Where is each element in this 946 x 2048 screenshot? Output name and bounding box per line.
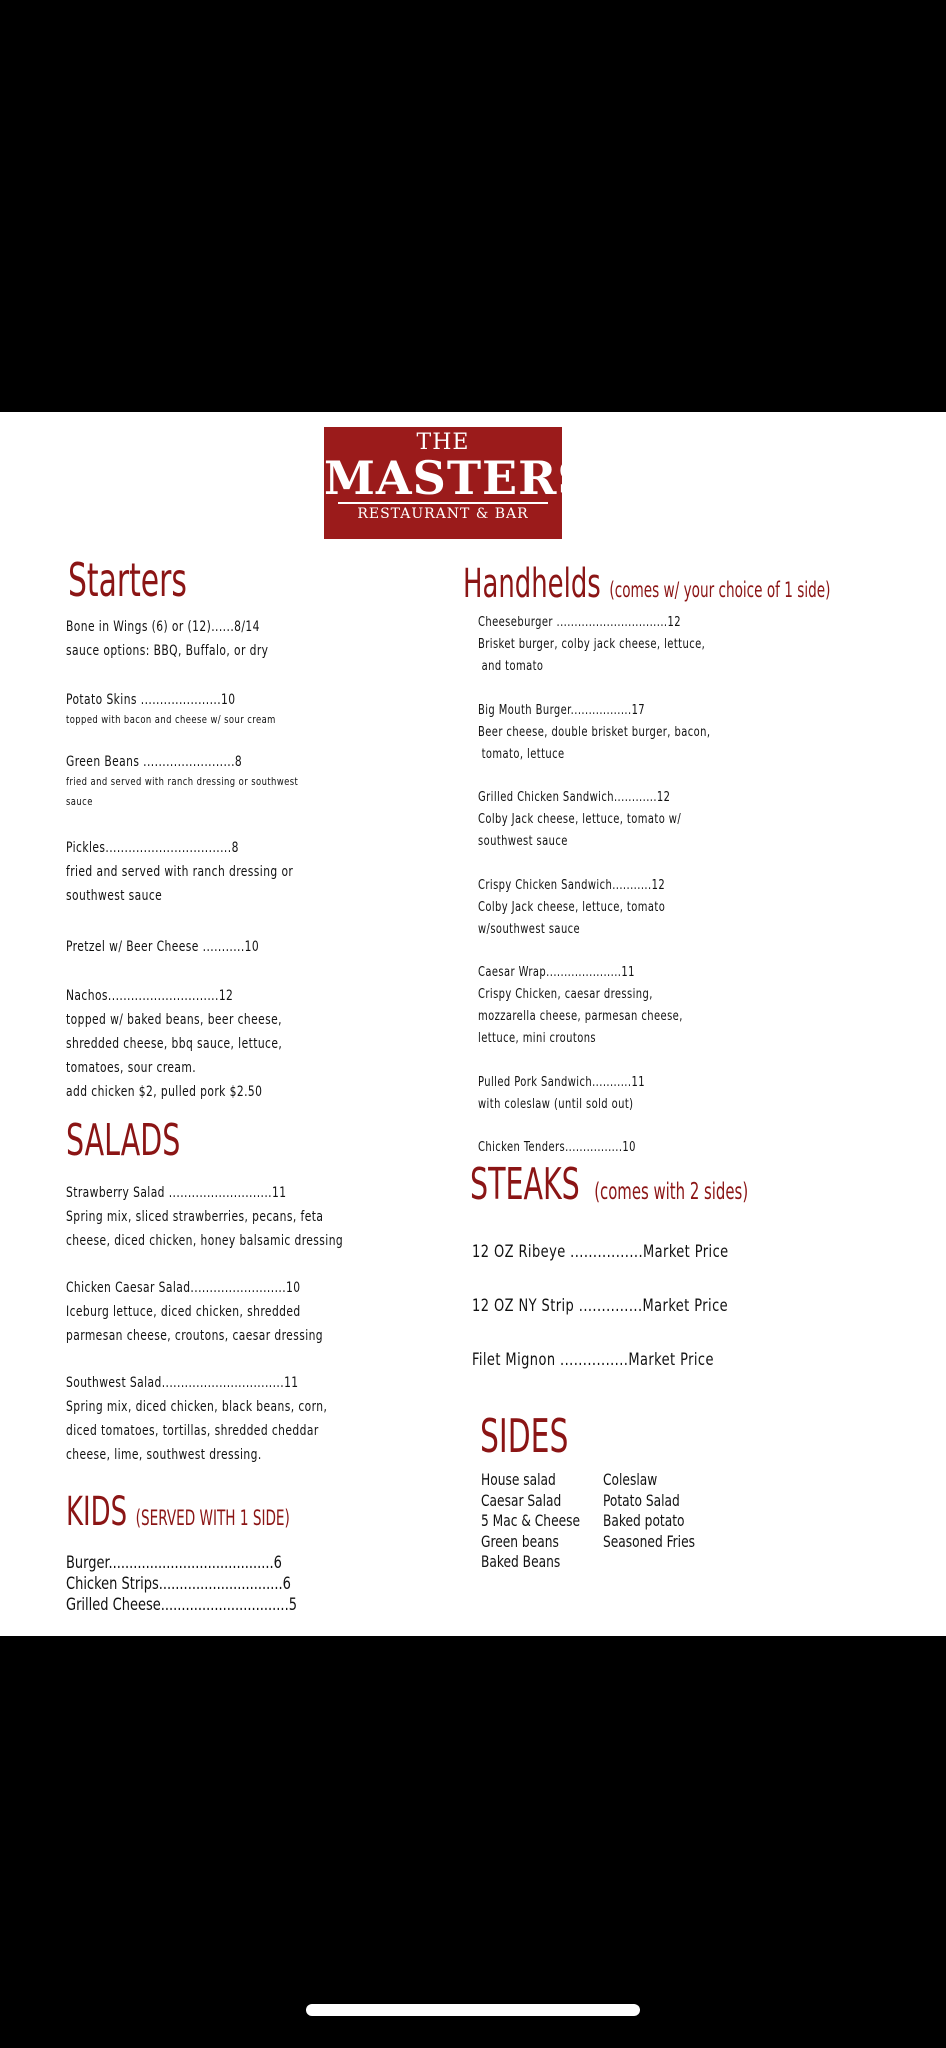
handheld-line: Chicken Tenders................10 (478, 1140, 636, 1155)
starter-desc-green-beans (66, 772, 298, 812)
menu-page (0, 412, 946, 1636)
starter-line: shredded cheese, bbq sauce, lettuce, (66, 1036, 283, 1052)
starter-name: Green Beans ........................8 (66, 754, 243, 770)
handheld-line: southwest sauce (478, 834, 568, 849)
salad-item-southwest (66, 1371, 327, 1467)
steaks-title: STEAKS (470, 1159, 580, 1210)
kids-title: KIDS (66, 1489, 128, 1535)
kids-item: Chicken Strips..............................6 (66, 1574, 291, 1594)
starter-name: Pretzel w/ Beer Cheese ...........10 (66, 939, 260, 955)
handheld-line: Crispy Chicken Sandwich...........12 (478, 878, 666, 893)
handheld-item-grilled-chicken (478, 787, 681, 853)
steaks-heading (470, 1159, 749, 1215)
steak-line: 12 OZ Ribeye ................Market Price (472, 1242, 729, 1262)
steaks-subtitle: (comes with 2 sides) (594, 1179, 749, 1205)
starter-desc: topped with bacon and cheese w/ sour cream (66, 713, 276, 726)
salad-line: Strawberry Salad ...........................11 (66, 1185, 287, 1201)
kids-item: Burger........................................6 (66, 1553, 282, 1573)
handheld-line: mozzarella cheese, parmesan cheese, (478, 1009, 683, 1024)
handheld-line: Brisket burger, colby jack cheese, lettuce, (478, 637, 706, 652)
starter-desc-potato-skins (66, 710, 276, 730)
handheld-item-pulled-pork (478, 1072, 645, 1116)
side-item: 5 Mac & Cheese (481, 1511, 581, 1530)
salad-line: Spring mix, sliced strawberries, pecans, feta (66, 1209, 324, 1225)
handheld-line: Caesar Wrap.....................11 (478, 965, 635, 980)
side-item: Baked potato (603, 1511, 685, 1530)
salad-line: Chicken Caesar Salad.........................10 (66, 1280, 301, 1296)
handheld-line: Cheeseburger ...............................12 (478, 615, 682, 630)
sides-column-2 (603, 1470, 695, 1552)
starter-line: fried and served with ranch dressing or (66, 864, 294, 880)
starter-item-potato-skins (66, 688, 236, 712)
logo-the: THE (416, 430, 470, 455)
starter-line: add chicken $2, pulled pork $2.50 (66, 1084, 263, 1100)
sides-column-1 (481, 1470, 580, 1573)
salads-heading (66, 1115, 181, 1166)
salad-line: diced tomatoes, tortillas, shredded cheddar (66, 1423, 319, 1439)
starter-line: topped w/ baked beans, beer cheese, (66, 1012, 282, 1028)
salad-line: Spring mix, diced chicken, black beans, corn, (66, 1399, 328, 1415)
starter-name: Potato Skins .....................10 (66, 692, 236, 708)
handheld-line: and tomato (478, 659, 544, 674)
steak-item-ny-strip (472, 1296, 728, 1316)
handhelds-heading (463, 562, 830, 612)
starter-line: Bone in Wings (6) or (12)......8/14 (66, 619, 260, 635)
starter-desc: sauce (66, 795, 93, 808)
handheld-line: w/southwest sauce (478, 922, 581, 937)
side-item: Potato Salad (603, 1490, 680, 1510)
starter-line: sauce options: BBQ, Buffalo, or dry (66, 643, 269, 659)
starter-item-wings (66, 615, 268, 663)
steak-line: 12 OZ NY Strip ..............Market Price (472, 1296, 729, 1316)
starter-item-nachos (66, 984, 282, 1104)
starter-item-pretzel (66, 935, 259, 959)
salads-title: SALADS (66, 1115, 181, 1166)
handheld-line: Colby Jack cheese, lettuce, tomato w/ (478, 812, 682, 827)
handheld-item-cheeseburger (478, 612, 705, 678)
starter-line: southwest sauce (66, 888, 163, 904)
handheld-line: Pulled Pork Sandwich...........11 (478, 1075, 645, 1090)
handhelds-subtitle: (comes w/ your choice of 1 side) (609, 578, 831, 602)
logo-restaurant-bar: RESTAURANT & BAR (338, 502, 548, 523)
handheld-line: Colby Jack cheese, lettuce, tomato (478, 900, 666, 915)
salad-item-strawberry (66, 1181, 343, 1253)
handheld-line: Beer cheese, double brisket burger, bacon, (478, 725, 711, 740)
steak-line: Filet Mignon ...............Market Price (472, 1350, 714, 1370)
restaurant-logo (324, 427, 592, 539)
kids-item: Grilled Cheese...............................5 (66, 1595, 297, 1615)
side-item: Baked Beans (481, 1552, 561, 1571)
kids-list (66, 1553, 297, 1616)
starter-line: tomatoes, sour cream. (66, 1060, 197, 1076)
handheld-item-caesar-wrap (478, 962, 683, 1050)
side-item: Green beans (481, 1531, 559, 1551)
handheld-item-big-mouth (478, 700, 710, 766)
salad-item-chicken-caesar (66, 1276, 323, 1348)
handheld-line: lettuce, mini croutons (478, 1031, 597, 1046)
salad-line: cheese, lime, southwest dressing. (66, 1447, 262, 1463)
side-item: Caesar Salad (481, 1490, 562, 1510)
starter-item-pickles (66, 836, 293, 908)
salad-line: Iceburg lettuce, diced chicken, shredded (66, 1304, 301, 1320)
handheld-item-chicken-tenders (478, 1137, 636, 1159)
side-item: House salad (481, 1470, 556, 1489)
home-indicator[interactable] (306, 2004, 640, 2016)
handheld-line: Big Mouth Burger.................17 (478, 703, 646, 718)
logo-masters: MASTERS (324, 451, 592, 505)
handhelds-title: Handhelds (463, 561, 601, 607)
handheld-line: Crispy Chicken, caesar dressing, (478, 987, 653, 1002)
starter-item-green-beans (66, 750, 242, 774)
starter-line: Nachos.............................12 (66, 988, 234, 1004)
salad-line: Southwest Salad................................11 (66, 1375, 299, 1391)
handheld-line: Grilled Chicken Sandwich............12 (478, 790, 671, 805)
sides-title: SIDES (480, 1409, 569, 1463)
salad-line: cheese, diced chicken, honey balsamic dressing (66, 1233, 344, 1249)
handheld-line: with coleslaw (until sold out) (478, 1097, 634, 1112)
handheld-item-crispy-chicken (478, 875, 665, 941)
salad-line: parmesan cheese, croutons, caesar dressing (66, 1328, 324, 1344)
steak-item-ribeye (472, 1242, 729, 1262)
starter-line: Pickles.................................8 (66, 840, 239, 856)
steak-item-filet (472, 1350, 714, 1370)
sides-heading (480, 1409, 569, 1463)
kids-heading (66, 1490, 290, 1540)
side-item: Coleslaw (603, 1470, 658, 1489)
side-item: Seasoned Fries (603, 1531, 695, 1551)
starters-heading (68, 553, 187, 607)
handheld-line: tomato, lettuce (478, 747, 565, 762)
kids-subtitle: (SERVED WITH 1 SIDE) (135, 1506, 290, 1530)
starter-desc: fried and served with ranch dressing or southwest (66, 775, 299, 788)
starters-title: Starters (68, 553, 187, 607)
